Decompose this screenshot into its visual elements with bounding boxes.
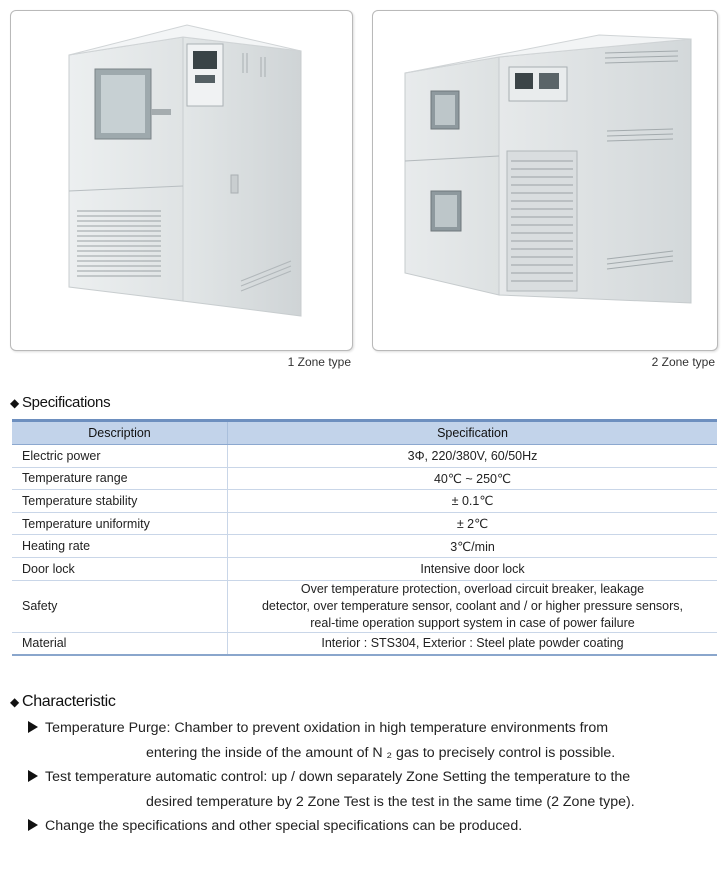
row-value-multiline (228, 580, 718, 632)
row-value: 40℃ ~ 250℃ (228, 467, 718, 490)
table-row (12, 557, 717, 580)
table-row (12, 580, 717, 632)
triangle-bullet-icon (28, 770, 38, 782)
safety-line-3: real-time operation support system in case of power failure (310, 615, 635, 630)
chamber-1-zone-illustration (11, 11, 352, 350)
row-label: Heating rate (12, 535, 228, 558)
row-label: Temperature range (12, 467, 228, 490)
product-image-1-zone (10, 10, 353, 351)
triangle-bullet-icon (28, 819, 38, 831)
characteristic-heading (10, 693, 116, 711)
product-image-2-zone (372, 10, 718, 351)
row-value: 3℃/min (228, 535, 718, 558)
table-row (12, 445, 717, 468)
list-item-continuation: entering the inside of the amount of N ₂ gas to precisely control is possible. (146, 744, 616, 761)
column-header-description: Description (12, 421, 228, 445)
row-value: Intensive door lock (228, 557, 718, 580)
characteristic-list (28, 716, 635, 839)
row-label: Electric power (12, 445, 228, 468)
row-label: Safety (12, 580, 228, 632)
list-item (28, 716, 635, 741)
column-header-specification: Specification (228, 421, 718, 445)
image-caption-1-zone: 1 Zone type (287, 355, 351, 369)
table-row (12, 512, 717, 535)
item-text: Temperature Purge: Chamber to prevent oxidation in high temperature environments from (45, 720, 609, 736)
diamond-bullet-icon: ◆ (10, 396, 19, 410)
row-label: Temperature stability (12, 490, 228, 513)
row-value: 3Φ, 220/380V, 60/50Hz (228, 445, 718, 468)
row-value: Interior : STS304, Exterior : Steel plate powder coating (228, 632, 718, 655)
row-label: Temperature uniformity (12, 512, 228, 535)
table-header-row (12, 421, 717, 445)
item-text: Change the specifications and other special specifications can be produced. (45, 818, 523, 834)
table-row (12, 467, 717, 490)
list-item (28, 814, 635, 839)
table-row (12, 535, 717, 558)
chamber-2-zone-illustration (373, 11, 717, 350)
image-caption-2-zone: 2 Zone type (651, 355, 715, 369)
specifications-heading-text: Specifications (21, 394, 111, 411)
specifications-table (12, 419, 717, 656)
row-label: Material (12, 632, 228, 655)
row-value: ± 2℃ (228, 512, 718, 535)
safety-line-1: Over temperature protection, overload circuit breaker, leakage (300, 581, 645, 596)
item-text: Test temperature automatic control: up / down separately Zone Setting the temperature to the (45, 769, 631, 785)
triangle-bullet-icon (28, 721, 38, 733)
table-row (12, 490, 717, 513)
row-label: Door lock (12, 557, 228, 580)
table-row (12, 632, 717, 655)
list-item (28, 765, 635, 790)
characteristic-heading-text: Characteristic (21, 693, 116, 710)
diamond-bullet-icon: ◆ (10, 695, 19, 709)
list-item-continuation: desired temperature by 2 Zone Test is the test in the same time (2 Zone type). (146, 793, 635, 810)
specifications-heading (10, 394, 110, 411)
row-value: ± 0.1℃ (228, 490, 718, 513)
safety-line-2: detector, over temperature sensor, coolant and / or higher pressure sensors, (261, 598, 684, 613)
